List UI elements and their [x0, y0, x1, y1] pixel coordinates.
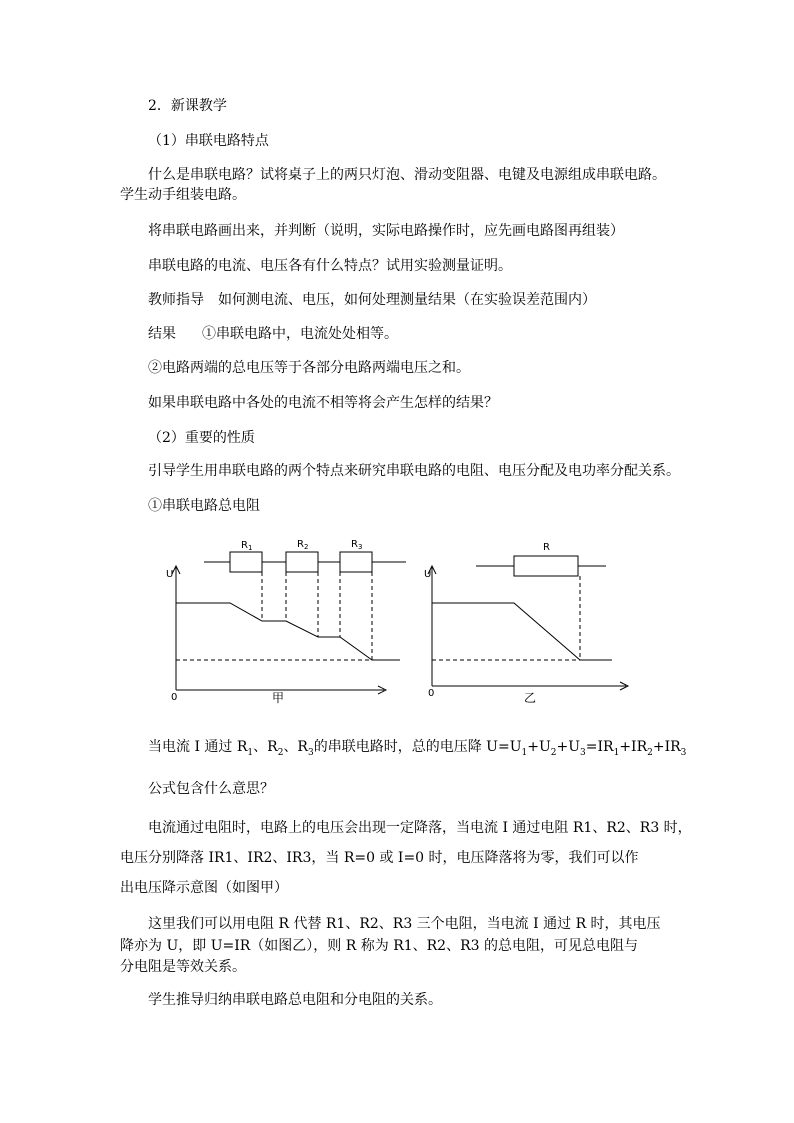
teacher-guide-label: 教师指导 [148, 292, 204, 308]
label-r1: $R_1$ [241, 540, 253, 552]
paragraph-6: ②电路两端的总电压等于各部分电路两端电压之和。 [148, 360, 470, 376]
label-r: R [543, 542, 550, 553]
right-voltage-curve [432, 603, 612, 660]
resistor-r1 [230, 552, 262, 572]
voltage-drop-figure [0, 530, 794, 730]
resistor-r3 [340, 552, 372, 572]
section-heading: 2．新课教学 [148, 98, 227, 114]
resistor-r2 [286, 552, 318, 572]
result-label: 结果 [148, 326, 176, 342]
paragraph-11-line-3: 出电压降示意图（如图甲） [120, 880, 288, 896]
paragraph-12-line-2: 降亦为 U，即 U=IR（如图乙），则 R 称为 R1、R2、R3 的总电阻，可见总电阻与 [120, 938, 638, 954]
label-left-u: U [166, 569, 174, 580]
left-voltage-curve [176, 603, 400, 660]
label-r2: $R_2$ [297, 539, 309, 551]
paragraph-9: ①串联电路总电阻 [148, 498, 260, 514]
label-r3: $R_3$ [351, 539, 363, 551]
result-text: ①串联电路中，电流处处相等。 [202, 326, 398, 342]
caption-yi: 乙 [524, 691, 537, 705]
paragraph-11-line-1: 电流通过电阻时，电路上的电压会出现一定降落，当电流 I 通过电阻 R1、R2、R3 时， [148, 820, 692, 836]
paragraph-12-line-1: 这里我们可以用电阻 R 代替 R1、R2、R3 三个电阻，当电流 I 通过 R 时，其电压 [148, 916, 661, 932]
paragraph-12-line-3: 分电阻是等效关系。 [120, 959, 246, 975]
paragraph-11-line-2: 电压分别降落 IR1、IR2、IR3，当 R=0 或 I=0 时，电压降落将为零，我们可以作 [120, 850, 639, 866]
paragraph-13: 学生推导归纳串联电路总电阻和分电阻的关系。 [148, 992, 442, 1008]
paragraph-8: 引导学生用串联电路的两个特点来研究串联电路的电阻、电压分配及电功率分配关系。 [148, 463, 680, 479]
resistor-r [514, 556, 578, 576]
paragraph-1-line-2: 学生动手组装电路。 [120, 187, 246, 203]
label-left-origin: 0 [171, 692, 178, 703]
subheading-series-characteristics: （1）串联电路特点 [148, 133, 269, 149]
subheading-properties: （2）重要的性质 [148, 430, 255, 446]
paragraph-3: 串联电路的电流、电压各有什么特点？试用实验测量证明。 [148, 258, 512, 274]
paragraph-1-line-1: 什么是串联电路？试将桌子上的两只灯泡、滑动变阻器、电键及电源组成串联电路。 [148, 167, 666, 183]
paragraph-4 [148, 290, 596, 310]
teacher-guide-text: 如何测电流、电压，如何处理测量结果（在实验误差范围内） [218, 292, 596, 308]
paragraph-2: 将串联电路画出来，并判断（说明，实际电路操作时，应先画电路图再组装） [148, 223, 624, 239]
label-right-u: U [424, 569, 432, 580]
caption-jia: 甲 [272, 691, 285, 705]
paragraph-7: 如果串联电路中各处的电流不相等将会产生怎样的结果？ [148, 395, 498, 411]
label-right-origin: 0 [428, 688, 435, 699]
equation-line: 当电流 I 通过 $R_1$、$R_2$、$R_3$的串联电路时，总的电压降 $U=U_1+U_2+U_3=IR_1+IR_2+IR_3$ [148, 739, 687, 758]
paragraph-10: 公式包含什么意思？ [148, 781, 274, 797]
paragraph-5 [148, 324, 398, 344]
